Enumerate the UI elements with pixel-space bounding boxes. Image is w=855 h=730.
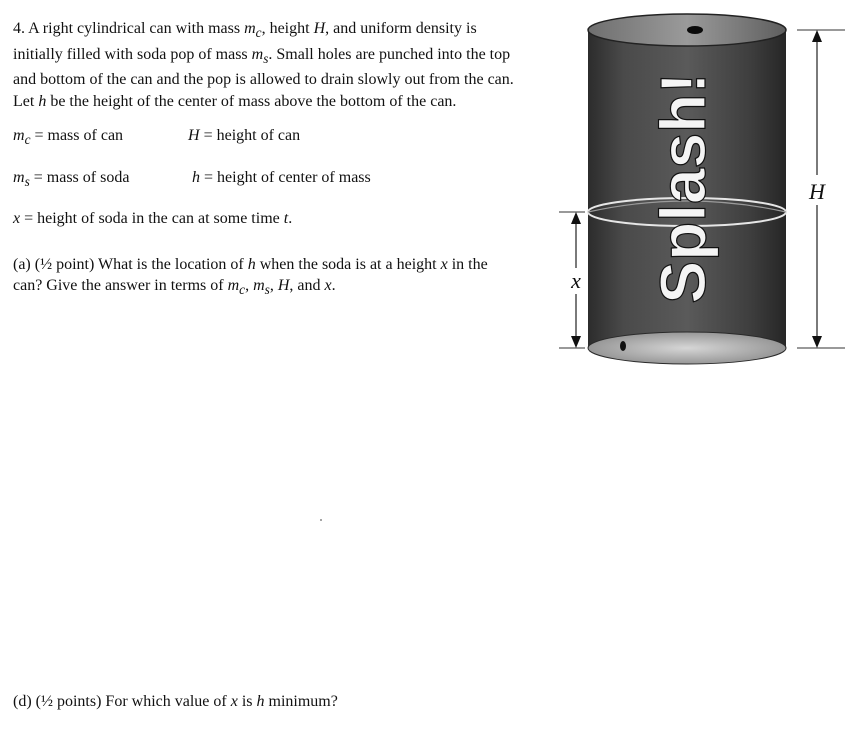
x-arrow-up-icon bbox=[571, 212, 581, 224]
problem-number: 4. bbox=[13, 20, 25, 37]
x-label: x bbox=[571, 268, 581, 293]
definition-h: h = height of center of mass bbox=[192, 169, 371, 186]
can-label-text: Splash! bbox=[647, 72, 719, 304]
definition-x: x = height of soda in the can at some time t. bbox=[13, 210, 293, 227]
stray-dot bbox=[320, 519, 322, 521]
top-hole-icon bbox=[687, 26, 703, 34]
can-bottom bbox=[588, 332, 786, 364]
can-figure bbox=[555, 0, 855, 370]
part-a-question: (a) (½ point) What is the location of h when the soda is at a height x in the can? Give the answer in terms of $m_c$, $m_s$, H, and x. bbox=[13, 256, 488, 298]
problem-statement: 4. A right cylindrical can with mass $m_c$, height H, and uniform density is initially filled with soda pop of mass $m_s$. Small holes are punched into the top and bottom of the can and the pop is allowed to drain slowly out from the can. Let h be the height of the center of mass above the bottom of the can. bbox=[13, 20, 514, 110]
H-arrow-up-icon bbox=[812, 30, 822, 42]
definition-H: H = height of can bbox=[188, 127, 301, 144]
definition-ms: $m_s$ = mass of soda bbox=[13, 169, 130, 190]
x-arrow-down-icon bbox=[571, 336, 581, 348]
H-arrow-down-icon bbox=[812, 336, 822, 348]
definition-mc: $m_c$ = mass of can bbox=[13, 127, 124, 148]
part-d-question: (d) (½ points) For which value of x is h minimum? bbox=[13, 693, 338, 710]
bottom-hole-icon bbox=[620, 341, 626, 351]
H-label: H bbox=[809, 179, 825, 204]
